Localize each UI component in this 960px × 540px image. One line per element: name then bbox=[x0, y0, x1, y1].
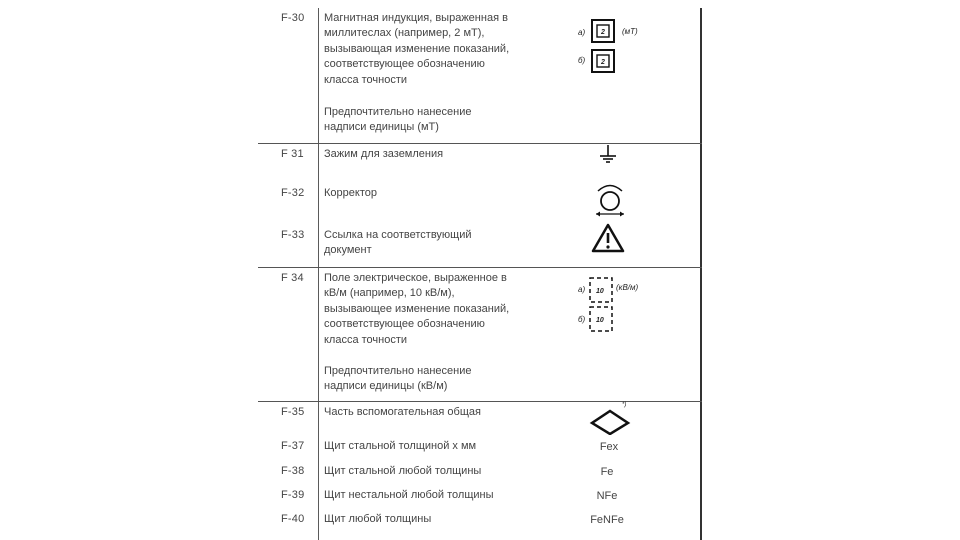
row-code: F 31 bbox=[281, 148, 304, 160]
row-divider bbox=[258, 143, 702, 144]
symbol-text: Fe bbox=[600, 466, 614, 478]
row-description: Поле электрическое, выраженное в кВ/м (например, 10 кВ/м), вызывающее изменение показаний, соответствующее обозначению класса точности bbox=[324, 272, 510, 346]
warning-triangle-icon bbox=[590, 222, 626, 254]
row-code: F 34 bbox=[281, 272, 304, 284]
row-note: Предпочтительно нанесение надписи единицы (кВ/м) bbox=[324, 365, 472, 393]
row-divider bbox=[258, 267, 702, 268]
row-code: F-38 bbox=[281, 465, 305, 477]
magnetic-box-icon bbox=[578, 18, 658, 78]
symbol-text: FeNFe bbox=[590, 514, 624, 526]
row-description: Щит стальной толщиной х мм bbox=[324, 440, 477, 452]
electric-field-symbol bbox=[578, 275, 668, 337]
row-code: F-39 bbox=[281, 489, 305, 501]
symbol-label-b: б) bbox=[578, 56, 586, 65]
column-divider bbox=[318, 8, 319, 540]
row-code: F-40 bbox=[281, 513, 305, 525]
symbol-footnote: *) bbox=[622, 402, 627, 408]
symbol-label-a: а) bbox=[578, 28, 586, 37]
magnetic-induction-symbol bbox=[578, 18, 658, 78]
svg-text:2: 2 bbox=[601, 59, 605, 66]
corrector-icon bbox=[590, 180, 630, 218]
svg-text:10: 10 bbox=[596, 288, 604, 295]
row-description: Ссылка на соответствующий документ bbox=[324, 229, 472, 257]
electric-field-box-icon bbox=[578, 275, 668, 337]
symbol-text: NFe bbox=[596, 490, 618, 502]
row-description: Щит стальной любой толщины bbox=[324, 465, 482, 477]
row-description: Часть вспомогательная общая bbox=[324, 406, 481, 418]
symbol-unit: (мТ) bbox=[622, 27, 638, 36]
row-code: F-30 bbox=[281, 12, 305, 24]
row-description: Корректор bbox=[324, 187, 377, 199]
row-code: F-32 bbox=[281, 187, 305, 199]
row-description: Щит нестальной любой толщины bbox=[324, 489, 494, 501]
row-code: F-33 bbox=[281, 229, 305, 241]
symbol-unit: (кВ/м) bbox=[616, 283, 639, 292]
row-divider bbox=[258, 401, 702, 402]
row-note: Предпочтительно нанесение надписи единицы (мТ) bbox=[324, 106, 472, 134]
svg-text:10: 10 bbox=[596, 317, 604, 324]
table-right-border bbox=[700, 8, 702, 540]
svg-text:2: 2 bbox=[601, 29, 605, 36]
row-description: Щит любой толщины bbox=[324, 513, 432, 525]
row-description: Магнитная индукция, выраженная в миллитеслах (например, 2 мТ), вызывающая изменение показаний, соответствующее обозначению класса точности bbox=[324, 12, 510, 86]
symbol-label-b: б) bbox=[578, 315, 586, 324]
row-code: F-35 bbox=[281, 406, 305, 418]
symbol-text: Fex bbox=[599, 441, 619, 453]
row-code: F-37 bbox=[281, 440, 305, 452]
row-description: Зажим для заземления bbox=[324, 148, 444, 160]
ground-icon bbox=[596, 143, 620, 165]
symbol-label-a: а) bbox=[578, 285, 586, 294]
auxiliary-part-icon bbox=[588, 407, 632, 435]
